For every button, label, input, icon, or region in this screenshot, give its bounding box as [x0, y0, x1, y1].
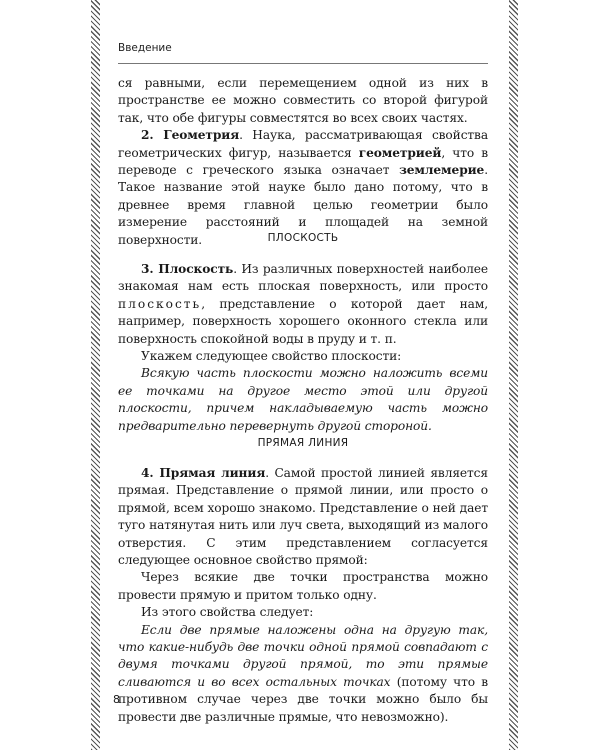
heading-straight-line: ПРЯМАЯ ЛИНИЯ	[257, 437, 349, 449]
heading-plane: ПЛОСКОСТЬ	[267, 232, 339, 244]
paragraph-continuation: ся равными, если перемещением одной из них в пространстве ее можно совместить со второй фигурой так, что обе фигуры совместятся во всех своих частях.	[118, 76, 488, 125]
paragraph-number-3: 3. Плоскость	[141, 262, 234, 276]
paragraph-geometry	[118, 127, 488, 249]
paragraph-straight-line	[118, 465, 488, 569]
paragraph-line-axiom: Через всякие две точки пространства можно провести прямую и притом только одну.	[118, 570, 488, 602]
page-number: 8	[113, 693, 120, 706]
paragraph-plane-property	[118, 365, 488, 435]
term-land-measurement: землемерие	[399, 163, 485, 178]
paragraph-number-2: 2. Геометрия	[141, 128, 240, 143]
paragraph-plane	[118, 261, 488, 348]
paragraph-number-4: 4. Прямая линия	[141, 466, 266, 480]
text-run: . Наука, рассматривающая свойства геометрических фигур, называется	[118, 128, 488, 160]
header-rule	[118, 63, 488, 64]
paragraph-consequence	[118, 622, 488, 726]
paragraph-consequence-intro: Из этого свойства следует:	[141, 605, 314, 620]
term-geometry: геометрией	[358, 145, 442, 160]
right-hatched-border	[509, 0, 518, 750]
text-run: , представление о которой дает нам, например, поверхность хорошего оконного стекла или поверхность спокойной воды в пруду и т. п.	[118, 296, 488, 346]
paragraph-plane-property-intro: Укажем следующее свойство плоскости:	[141, 349, 402, 364]
left-hatched-border	[91, 0, 100, 750]
section-line-block	[118, 465, 488, 726]
text-run: . Такое название этой науке было дано потому, что в древнее время главной целью геометрии было измерение расстояний и площадей на земной поверхности.	[118, 163, 488, 247]
text-run: (потому что в противном случае через две точки можно было бы провести две различные прямые, что невозможно).	[118, 674, 489, 724]
section-intro-block	[118, 75, 488, 249]
text-run: . Из различных поверхностей наиболее знакомая нам есть плоская поверхность, или просто	[118, 262, 489, 294]
term-plane-spaced: плоскость	[118, 296, 202, 311]
section-plane-block	[118, 261, 488, 435]
text-run: . Самой простой линией является прямая. Представление о прямой линии, или просто о прямой, всем хорошо знакомо. Представление о ней дает туго натянутая нить или луч света, выходящий из малого отверстия. С этим представлением согласуется следующее основное свойство прямой:	[118, 466, 488, 568]
plane-property-italic: Всякую часть плоскости можно наложить всеми ее точками на другое место этой или другой плоскости, причем накладываемую часть можно предварительно перевернуть другой стороной.	[118, 366, 488, 433]
consequence-italic: Если две прямые наложены одна на другую так, что какие-нибудь две точки одной прямой совпадают с двумя точками другой прямой, то эти прямые сливаются и во всех остальных точках	[118, 622, 488, 689]
running-header: Введение	[118, 42, 172, 54]
text-run: , что в переводе с греческого языка означает	[118, 145, 488, 178]
